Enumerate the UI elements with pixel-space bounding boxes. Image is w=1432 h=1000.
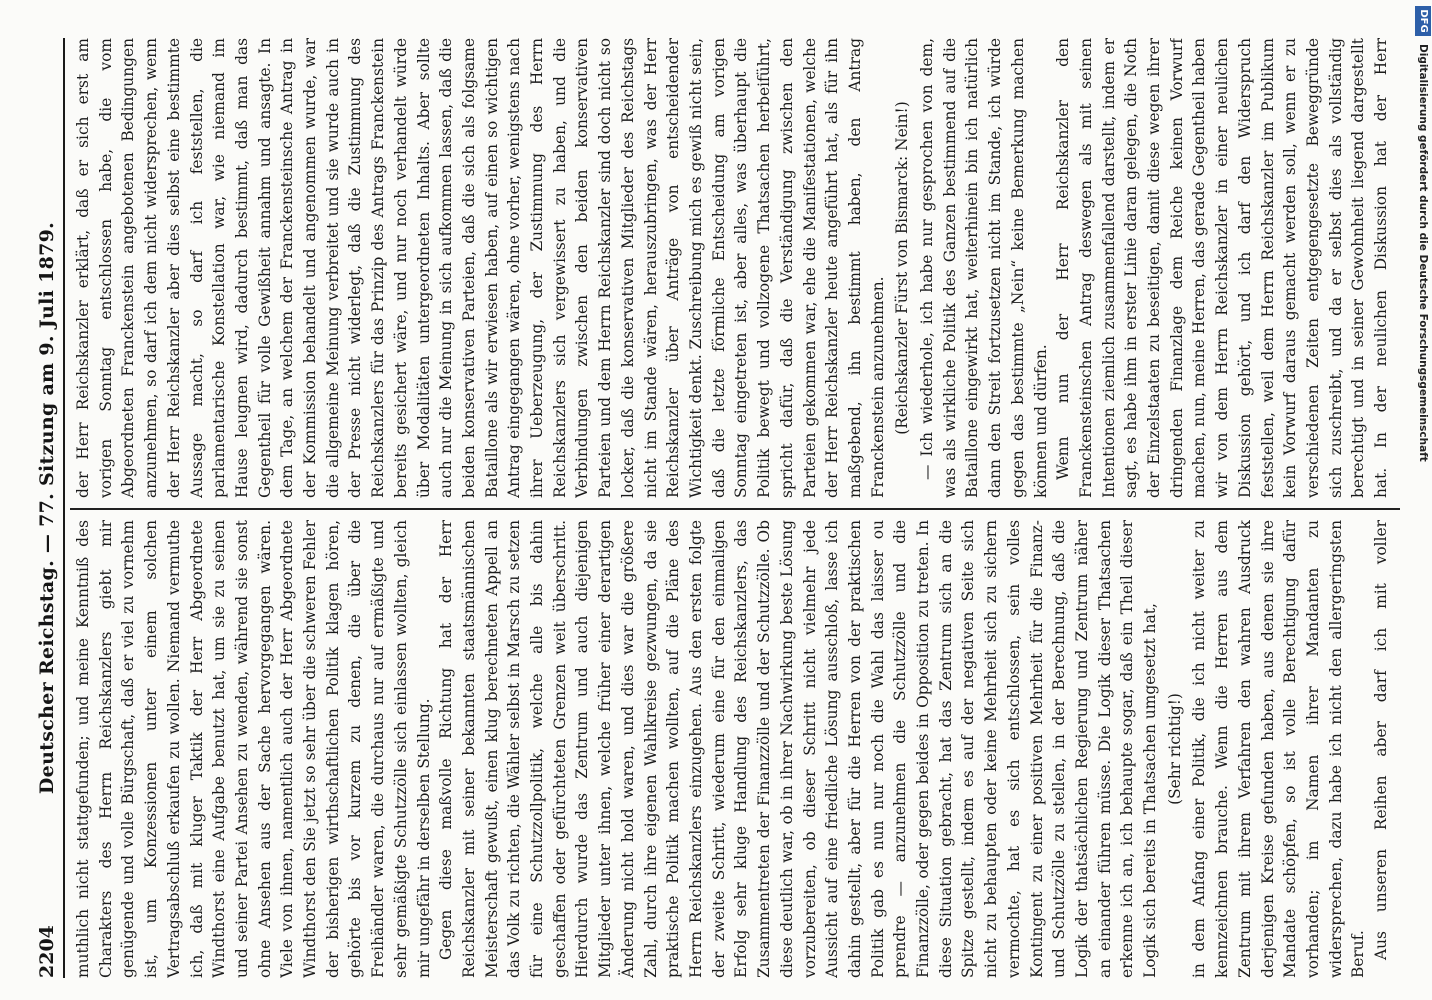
paragraph: der Herr Reichskanzler erklärt, daß er sich erst am vorigen Sonntag entschlossen habe, die vom Abgeordneten Franckenstein angebotenen Bedingungen anzunehmen, so darf ich dem nicht widersprechen, wenn der Herr Reichskanzler aber dies selbst eine bestimmte Aussage macht, so darf ich feststellen, die parlamentarische Konstellation war, wie niemand im Hause leugnen wird, dadurch bestimmt, daß man das Gegentheil für volle Gewißheit annahm und ansagte. In dem Tage, an welchem der Franckensteinsche Antrag in der Kommission behandelt und angenommen wurde, war die allgemeine Meinung verbreitet und sie wurde auch in der Presse nicht widerlegt, daß die Zustimmung des Reichskanzlers für das Prinzip des Antrags Franckenstein bereits gesichert wäre, und nur noch verhandelt würde über Modalitäten untergeordneten Inhalts. Aber sollte auch nur die Meinung in sich aufkommen lassen, daß die beiden konservativen Parteien, daß die sich als folgsame Bataillone als wir erwiesen haben, auf einen so wichtigen Antrag eingegangen wären, ohne vorher, wenigstens nach ihrer Ueberzeugung, der Zustimmung des Herrn Reichskanzlers sich vergewissert zu haben, und die Verbindungen zwischen den beiden konservativen Parteien und dem Herrn Reichskanzler sind doch nicht so locker, daß die konservativen Mitglieder des Reichstags nicht im Stande wären, herauszubringen, was der Herr Reichskanzler über Anträge von entscheidender Wichtigkeit denkt. Zuschreibung mich es gewiß nicht sein, daß die letzte förmliche Entscheidung am vorigen Sonntag eingetreten ist, aber alles, was überhaupt die Politik bewegt und vollzogene Thatsachen herbeiführt, spricht dafür, daß die Verständigung zwischen den Parteien gekommen war, ehe die Manifestationen, welche der Herr Reichskanzler heute angeführt hat, als für ihn maßgebend, ihn bestimmt haben, den Antrag Franckenstein anzunehmen. [74,38,887,498]
paragraph: — Ich wiederhole, ich habe nur gesprochen von dem, was als wirkliche Politik des Ganzen bestimmend auf die Bataillone eingewirkt hat, weiterhinein bin ich natürlich dann den Streit fortzusetzen nicht im Stande, ich würde gegen das bestimmte „Nein“ keine Bemerkung machen können und dürfen. [918,38,1050,498]
paragraph: muthlich nicht stattgefunden; und meine Kenntniß des Charakters des Herrn Reichskanzlers giebt mir genügende und volle Bürgschaft, daß er viel zu vornehm ist, um Konzessionen unter einem solchen Vertragsabschluß erkaufen zu wollen. Niemand vermuthe ich, daß mit kluger Taktik der Herr Abgeordnete Windthorst eine Aufgabe benutzt hat, um sie zu seinen und seiner Partei Ansehen zu wenden, während sie sonst ohne Ansehen aus der Sache hervorgegangen wären. Viele von ihnen, namentlich auch der Herr Abgeordnete Windthorst den Sie jetzt so sehr über die schweren Fehler der bisherigen wirthschaftlichen Politik klagen hören, gehörte bis vor kurzem zu denen, die über die Freihändler waren, die durchaus nur auf ermäßigte und sehr gemäßigte Schutzzölle sich einlassen wollten, gleich mir ungefähr in derselben Stellung. [74,520,433,978]
paragraph: Gegen diese maßvolle Richtung hat der Herr Reichskanzler mit seiner bekannten staatsmännischen Meisterschaft gewußt, einen klug berechneten Appell an das Volk zu richten, die Wähler selbst in Marsch zu setzen für eine Schutzzollpolitik, welche alle bis dahin geschaffen oder gefürchteten Grenzen weit überschritt. Hierdurch wurde das Zentrum und auch diejenigen Mitglieder unter ihnen, welche früher einer derartigen Änderung nicht hold waren, und dies war die größere Zahl, durch ihre eigenen Wahlkreise gezwungen, da sie praktische Politik machen wollten, auf die Pläne des Herrn Reichskanzlers einzugehen. Aus den ersten folgte der zweite Schritt, wiederum eine für den einmaligen Erfolg sehr kluge Handlung des Reichskanzlers, das Zusammentreten der Finanzzölle und der Schutzzölle. Ob diese deutlich war, ob in ihrer Nachwirkung beste Lösung vorzubereiten, ob dieser Schritt nicht vielmehr jede Aussicht auf eine friedliche Lösung ausschloß, lasse ich dahin gestellt, aber für die Herren von der praktischen Politik gab es nun nur noch die Wahl das laisser ou prendre — anzunehmen die Schutzzölle und die Finanzzölle, oder gegen beides in Opposition zu treten. In diese Situation gebracht, hat das Zentrum sich an die Spitze gestellt, indem es auf der negativen Seite sich nicht zu behaupten oder keine Mehrheit sich zu sichern vermochte, hat es sich entschlossen, sein volles Kontingent zu einer positiven Mehrheit für die Finanz- und Schutzzölle zu stellen, in der Berechnung, daß die Logik der thatsächlichen Regierung und Zentrum näher an einander führen müsse. Die Logik dieser Thatsachen erkenne ich an, ich behaupte sogar, daß ein Theil dieser Logik sich bereits in Thatsachen umgesetzt hat, [437,520,1160,978]
page-number: 2204 [36,925,58,978]
page-header [34,38,64,978]
page-title: Deutscher Reichstag. — 77. Sitzung am 9. Juli 1879. [36,221,58,795]
dfg-logo: DFG [1415,6,1431,36]
paragraph: Aus unseren Reihen aber darf ich mit voller [1372,520,1390,960]
digitization-note: Digitalisierung gefördert durch die Deutsche Forschungsgemeinschaft [1417,44,1429,462]
column-right [72,38,1390,498]
paragraph: in dem Anfang einer Politik, die ich nicht weiter zu kennzeichnen brauche. Wenn die Herren aus dem Zentrum mit ihrem Verfahren den wahren Ausdruck derjenigen Kreise gefunden haben, aus denen sie ihre Mandate schöpfen, so ist volle Berechtigung dafür vorhanden; im Namen ihrer Mandanten zu widersprechen, dazu habe ich nicht den allergeringsten Beruf. [1190,520,1368,978]
column-divider [70,508,1400,510]
digitization-sidebar [1414,4,1432,1000]
paragraph: Wenn nun der Herr Reichskanzler den Franckensteinschen Antrag deswegen als mit seinen Intentionen ziemlich zusammenfallend darstellt, indem er sagt, es habe ihm in erster Linie daran gelegen, die Noth der Einzelstaaten zu beseitigen, damit diese wegen ihrer dringenden Finanzlage dem Reiche keinen Vorwurf machen, nun, meine Herren, das gerade Gegentheil haben wir von dem Herrn Reichskanzler in einer neulichen Diskussion gehört, und ich darf den Widerspruch feststellen, weil dem Herrn Reichskanzler im Publikum kein Vorwurf daraus gemacht werden soll, wenn er zu verschiedenen Zeiten entgegengesetzte Beweggründe sich zuschreibt, und da er selbst dies als vollständig berechtigt und in seiner Gewohnheit liegend dargestellt hat. In der neulichen Diskussion hat der Herr [1054,38,1390,498]
applause-note: (Sehr richtig!) [1165,693,1184,805]
header-rule [63,38,65,978]
column-left [72,520,1390,978]
interjection-note: (Reichskanzler Fürst von Bismarck: Nein!) [893,101,912,435]
